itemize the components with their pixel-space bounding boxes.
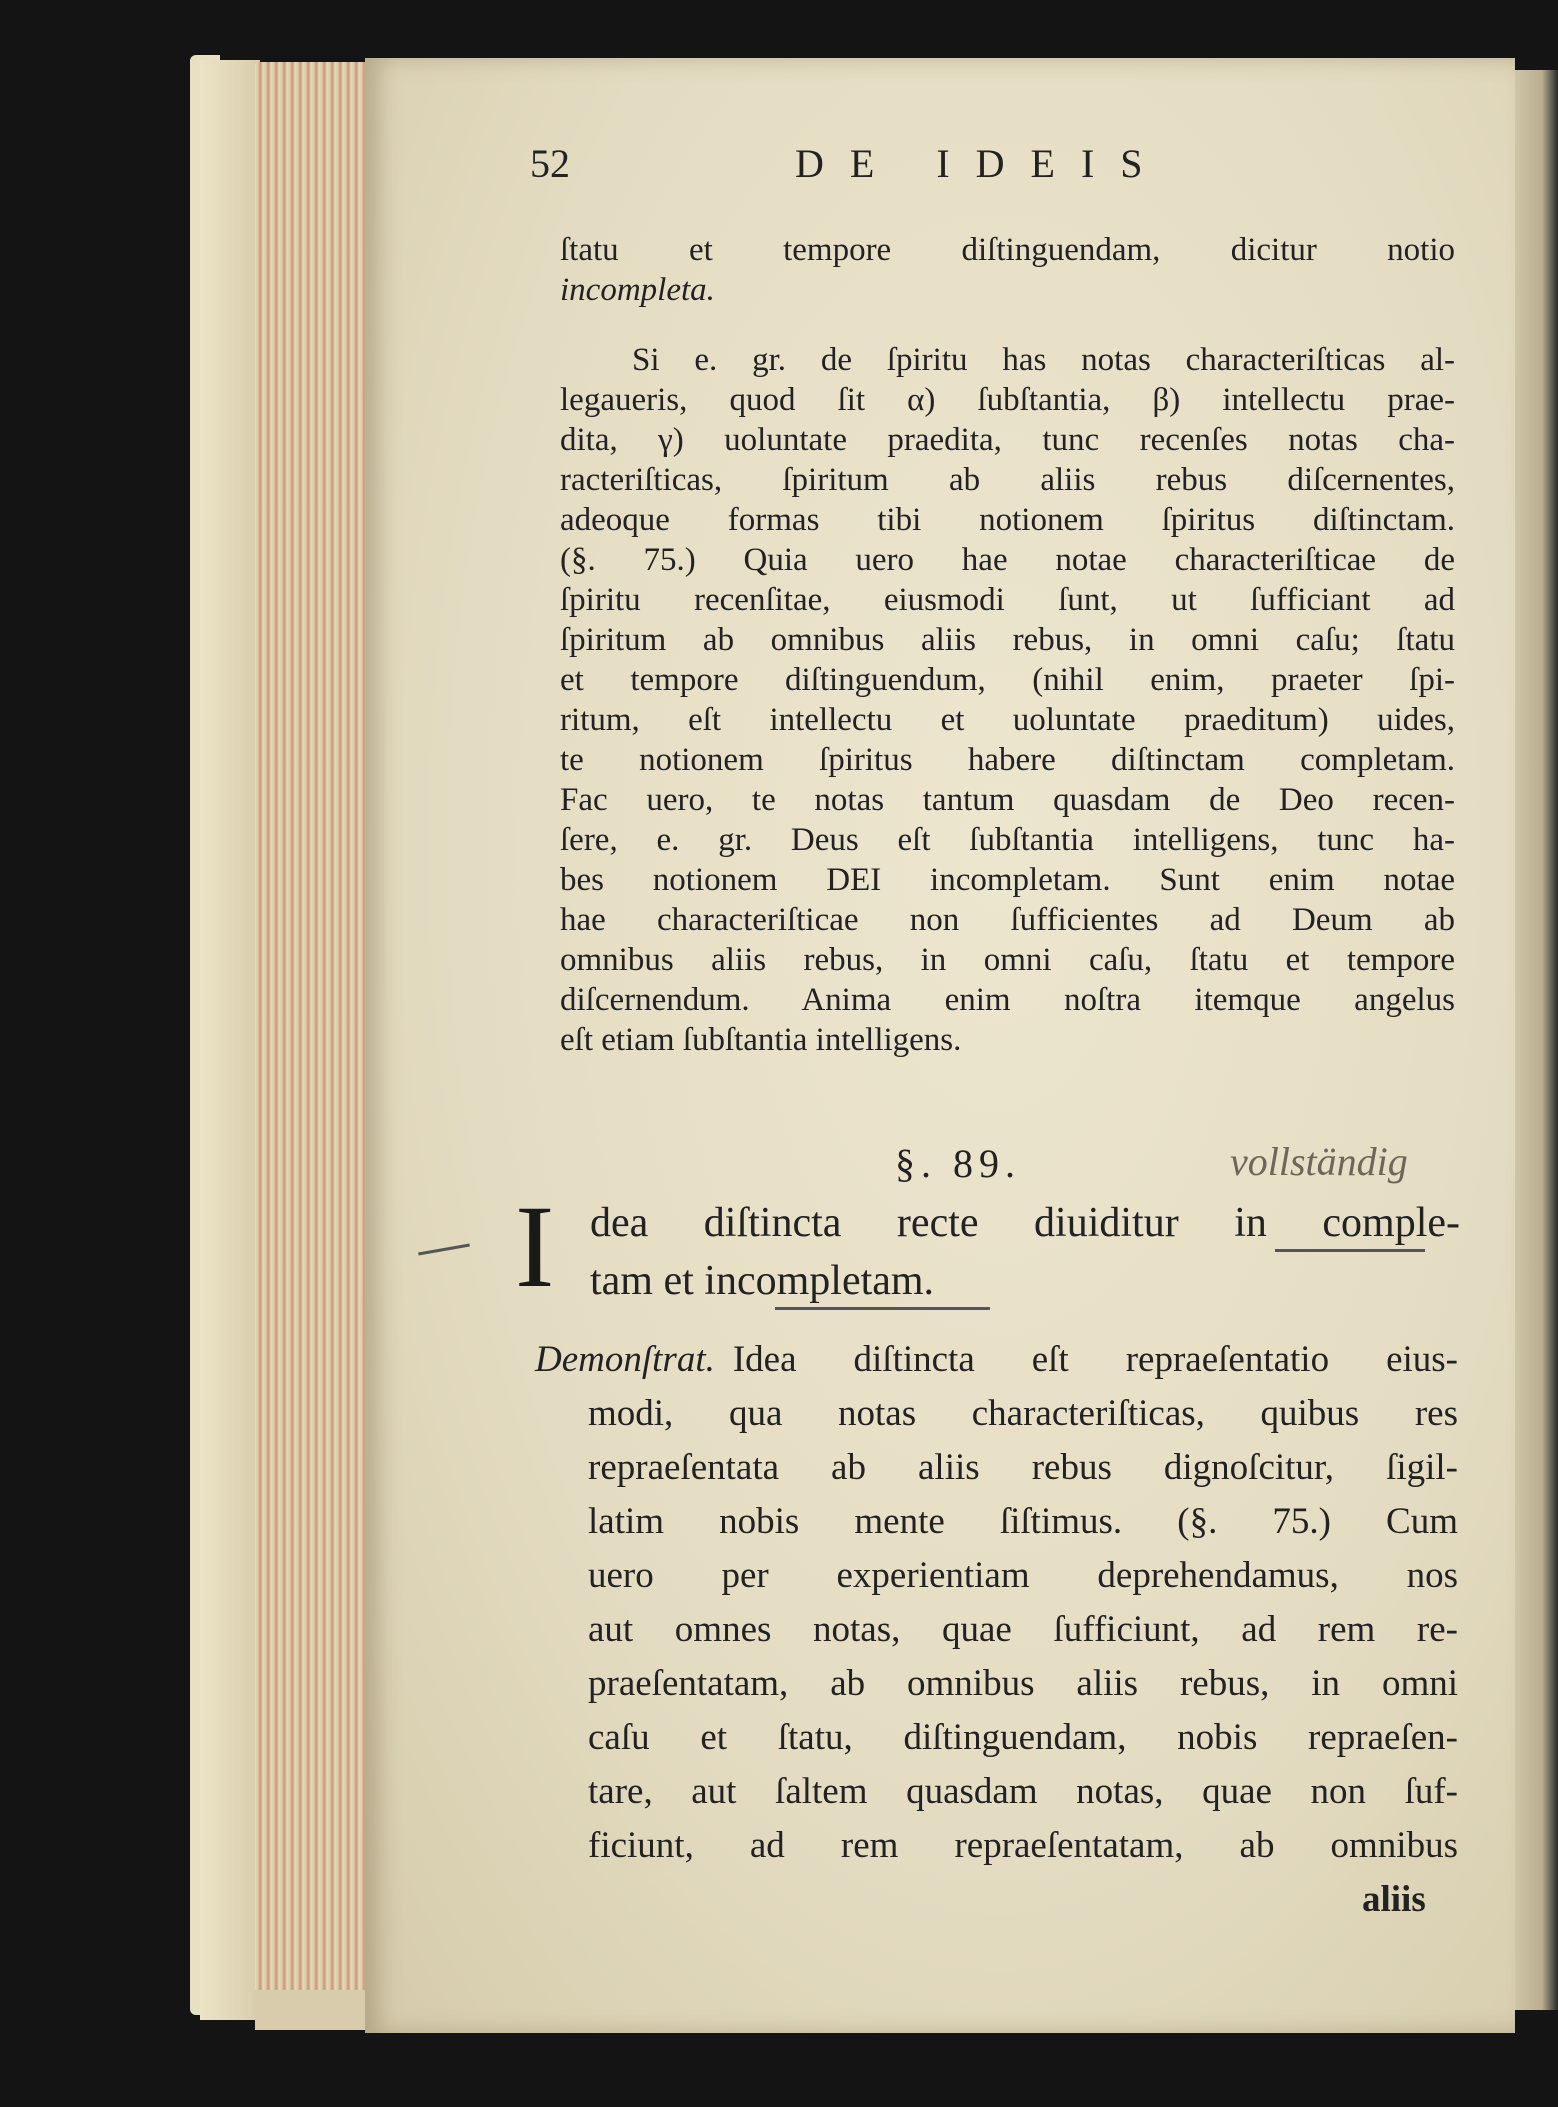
book-cover: [200, 60, 260, 2020]
page-stack-bottom: [255, 1990, 375, 2030]
text-line: praeſentatam, ab omnibus aliis rebus, in omni: [588, 1663, 1458, 1704]
drop-cap: I: [515, 1181, 555, 1312]
handwritten-margin-note: vollständig: [1230, 1139, 1408, 1184]
text-line: Idea diſtincta eſt repraeſentatio eius-: [732, 1339, 1458, 1380]
section-number: §. 89.: [895, 1141, 1021, 1186]
text-line: racteriſticas, ſpiritum ab aliis rebus diſcernentes,: [560, 462, 1455, 498]
page-stack-edges: [255, 62, 370, 2027]
text-line: Fac uero, te notas tantum quasdam de Deo recen-: [560, 782, 1455, 818]
text-line: eſt etiam ſubſtantia intelligens.: [560, 1022, 962, 1058]
page-number: 52: [530, 141, 570, 186]
text-line: Si e. gr. de ſpiritu has notas characteriſticas al-: [632, 342, 1455, 378]
text-line: ficiunt, ad rem repraeſentatam, ab omnibus: [588, 1825, 1458, 1866]
demonstration-first-line: [535, 1336, 1458, 1384]
text-line: ſpiritu recenſitae, eiusmodi ſunt, ut ſufficiant ad: [560, 582, 1455, 618]
text-line: et tempore diſtinguendum, (nihil enim, praeter ſpi-: [560, 662, 1455, 698]
text-line: ritum, eſt intellectu et uoluntate praeditum) uides,: [560, 702, 1455, 738]
running-title: DE IDEIS: [795, 141, 1169, 186]
catchword: aliis: [1362, 1879, 1426, 1920]
text-line: ſpiritum ab omnibus aliis rebus, in omni caſu; ſtatu: [560, 622, 1455, 658]
text-line: incompleta.: [560, 272, 715, 308]
text-line: adeoque formas tibi notionem ſpiritus diſtinctam.: [560, 502, 1455, 538]
text-line: omnibus aliis rebus, in omni caſu, ſtatu et tempore: [560, 942, 1455, 978]
text-line: ſtatu et tempore diſtinguendam, dicitur notio: [560, 232, 1455, 268]
text-line: (§. 75.) Quia uero hae notae characteriſticae de: [560, 542, 1455, 578]
pencil-underline: [1275, 1249, 1425, 1252]
text-line: latim nobis mente ſiſtimus. (§. 75.) Cum: [588, 1501, 1458, 1542]
text-line: diſcernendum. Anima enim noſtra itemque angelus: [560, 982, 1455, 1018]
text-line: bes notionem DEI incompletam. Sunt enim notae: [560, 862, 1455, 898]
text-line: caſu et ſtatu, diſtinguendam, nobis repraeſen-: [588, 1717, 1458, 1758]
text-line: hae characteriſticae non ſufficientes ad Deum ab: [560, 902, 1455, 938]
text-line: tare, aut ſaltem quasdam notas, quae non ſuf-: [588, 1771, 1458, 1812]
text-line: uero per experientiam deprehendamus, nos: [588, 1555, 1458, 1596]
text-line: ſere, e. gr. Deus eſt ſubſtantia intelligens, tunc ha-: [560, 822, 1455, 858]
pencil-underline: [775, 1307, 990, 1310]
demonstration-label: Demonſtrat.: [535, 1339, 715, 1380]
proposition-line: dea diſtincta recte diuiditur in comple-: [590, 1200, 1460, 1246]
text-line: dita, γ) uoluntate praedita, tunc recenſes notas cha-: [560, 422, 1455, 458]
text-line: aut omnes notas, quae ſufficiunt, ad rem re-: [588, 1609, 1458, 1650]
text-line: repraeſentata ab aliis rebus dignoſcitur, ſigil-: [588, 1447, 1458, 1488]
text-line: legaueris, quod ſit α) ſubſtantia, β) intellectu prae-: [560, 382, 1455, 418]
text-line: te notionem ſpiritus habere diſtinctam completam.: [560, 742, 1455, 778]
text-line: modi, qua notas characteriſticas, quibus res: [588, 1393, 1458, 1434]
proposition-line: tam et incompletam.: [590, 1258, 935, 1304]
